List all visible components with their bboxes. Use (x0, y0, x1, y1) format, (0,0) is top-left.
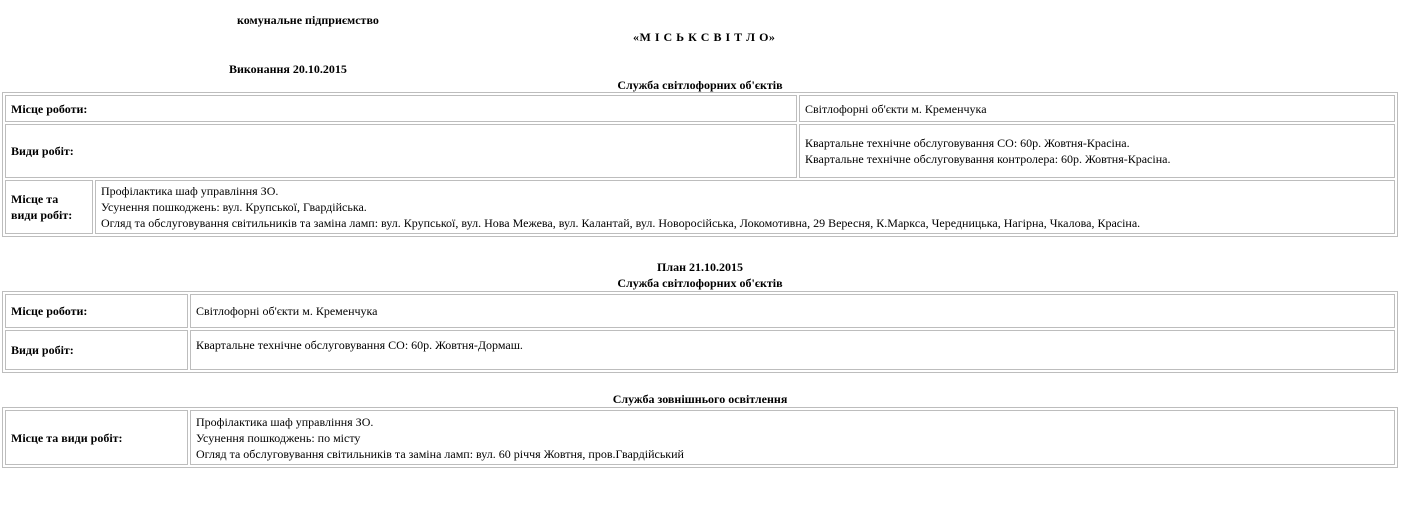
plan-service-title: Служба світлофорних об'єктів (617, 276, 783, 290)
plan-works-label: Види робіт: (5, 330, 188, 370)
outdoor-works-line: Огляд та обслуговування світильників та заміна ламп: вул. 60 річчя Жовтня, пров.Гвардійський (196, 446, 684, 461)
place-works-line: Профілактика шаф управління ЗО. (101, 184, 279, 198)
org-name: «М І С Ь К С В І Т Л О» (633, 30, 776, 44)
place-works-label-line: види робіт: (11, 208, 73, 222)
execution-place-row (5, 95, 1395, 122)
works-line: Квартальне технічне обслуговування СО: 60р. Жовтня-Красіна. (805, 136, 1130, 150)
outdoor-place-works-row (5, 410, 1395, 465)
place-works-value (95, 180, 1395, 234)
place-works-label-line: Місце та (11, 192, 59, 206)
plan-place-value: Світлофорні об'єкти м. Кременчука (190, 294, 1395, 328)
execution-title: Виконання 20.10.2015 (229, 62, 347, 76)
place-label: Місце роботи: (5, 95, 797, 122)
outdoor-place-works-value (190, 410, 1395, 465)
execution-table (2, 92, 1398, 237)
plan-works-value: Квартальне технічне обслуговування СО: 60р. Жовтня-Дормаш. (190, 330, 1395, 370)
plan-place-row (5, 294, 1395, 328)
outdoor-place-works-label: Місце та види робіт: (5, 410, 188, 465)
execution-service-title: Служба світлофорних об'єктів (617, 78, 783, 92)
place-works-line: Огляд та обслуговування світильників та заміна ламп: вул. Крупської, вул. Нова Межева, вул. Калантай, вул. Новоросійська, Локомотивна, 29 Вересня, К.Маркса, Чередницька, Нагірна, Чкалова, Красіна. (101, 216, 1141, 230)
outdoor-works-line: Профілактика шаф управління ЗО. (196, 414, 374, 429)
outdoor-service-title: Служба зовнішнього освітлення (612, 392, 788, 406)
plan-table (2, 291, 1398, 373)
plan-works-row (5, 330, 1395, 370)
outdoor-works-line: Усунення пошкоджень: по місту (196, 430, 361, 445)
plan-title: План 21.10.2015 (657, 260, 743, 274)
org-type: комунальне підприємство (237, 13, 379, 27)
execution-works-row (5, 124, 1395, 178)
place-value: Світлофорні об'єкти м. Кременчука (799, 95, 1395, 122)
place-works-label (5, 180, 93, 234)
works-value (799, 124, 1395, 178)
works-line: Квартальне технічне обслуговування контролера: 60р. Жовтня-Красіна. (805, 152, 1171, 166)
plan-place-label: Місце роботи: (5, 294, 188, 328)
works-label: Види робіт: (5, 124, 797, 178)
place-works-line: Усунення пошкоджень: вул. Крупської, Гвардійська. (101, 200, 367, 214)
outdoor-table (2, 407, 1398, 468)
execution-place-works-row (5, 180, 1395, 234)
